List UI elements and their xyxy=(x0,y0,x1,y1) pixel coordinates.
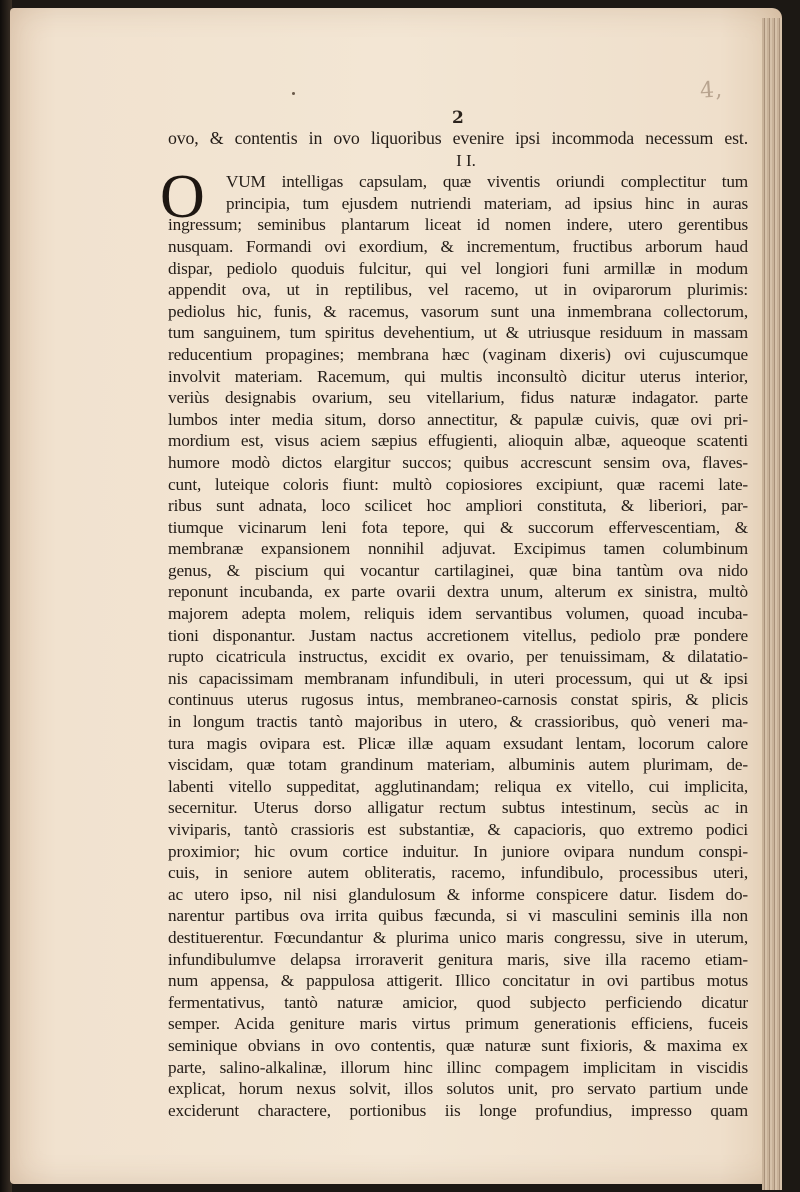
text-line: nusquam. Formandi ovi exordium, & incrementum, fructibus arborum haud xyxy=(168,236,748,256)
text-line: cunt, luteique coloris fiunt: multò copiosiores excipiunt, quæ racemi late- xyxy=(168,474,748,494)
continuation-heading: ovo, & contentis in ovo liquoribus evenire ipsi incommoda necessum est. xyxy=(168,128,748,148)
text-line: humore modò dictos elargitur succos; quibus accrescunt sensim ova, flaves- xyxy=(168,452,748,472)
text-line: narentur partibus ova irrita quibus fæcunda, si vi masculini seminis illa non xyxy=(168,906,748,926)
text-line: tioni disponantur. Justam nactus accretionem vitellus, pediolo præ pondere xyxy=(168,625,748,645)
ink-speck xyxy=(292,92,295,95)
text-line: fermentativus, tantò naturæ amicior, quod subjecto perficiendo dicatur xyxy=(168,992,748,1012)
text-line: pediolus hic, funis, & racemus, vasorum sunt una inmembrana collectorum, xyxy=(168,301,748,321)
text-line: continuus uterus rugosus intus, membraneo-carnosis constat spiris, & plicis xyxy=(168,690,748,710)
text-line: num appensa, & pappulosa attigerit. Illico concitatur in ovi partibus motus xyxy=(168,971,748,991)
text-line: nis capacissimam membranam infundibuli, in uteri processum, qui ut & ipsi xyxy=(168,668,748,688)
section-number: I I. xyxy=(456,150,476,170)
text-line: tiumque vicinarum leni fota tepore, qui & succorum effervescentiam, & xyxy=(168,517,748,537)
text-line: ribus sunt adnata, loco scilicet hoc ampliori constituta, & liberiori, par- xyxy=(168,496,748,516)
text-lines xyxy=(168,171,748,1121)
text-line: veriùs designabis ovarium, seu vitellarium, fidus naturæ indagator. parte xyxy=(168,388,748,408)
page-number: 2 xyxy=(452,108,464,128)
text-line: infundibulumve delapsa irroraverit genitura maris, sive illa racemo etiam- xyxy=(168,949,748,969)
text-line: VUM intelligas capsulam, quæ viventis oriundi complectitur tum xyxy=(226,172,748,192)
text-line: semper. Acida geniture maris virtus primum generationis efficiens, fuceis xyxy=(168,1014,748,1034)
drop-capital: O xyxy=(160,163,205,231)
text-line: seminique obvians in ovo contentis, quæ naturæ sunt fixioris, & maxima ex xyxy=(168,1035,748,1055)
text-line: secernitur. Uterus dorso alligatur rectum subtus intestinum, secùs ac in xyxy=(168,798,748,818)
text-line: ac utero ipso, nil nisi glandulosum & informe conspicere datur. Iisdem do- xyxy=(168,884,748,904)
text-line: involvit materiam. Racemum, qui multis inconsultò dicitur uterus interior, xyxy=(168,366,748,386)
text-line: reponunt incubanda, ex parte ovarii dextra unum, alterum ex sinistra, multò xyxy=(168,582,748,602)
text-line: labenti vitello suppeditat, agglutinandam; reliqua ex vitello, cui implicita, xyxy=(168,776,748,796)
text-line: principia, tum ejusdem nutriendi materiam, ad ipsius hinc in auras xyxy=(226,193,748,213)
margin-pencil-note: 4, xyxy=(699,77,724,104)
text-line: appendit ova, ut in reptilibus, vel racemo, ut in oviparorum plurimis: xyxy=(168,280,748,300)
text-line: tura magis ovipara est. Plicæ illæ aquam exsudant lentam, locorum calore xyxy=(168,733,748,753)
text-line: exciderunt charactere, portionibus iis longe profundius, impresso quam xyxy=(168,1100,748,1120)
text-line: destituerentur. Fœcundantur & plurima unico maris congressu, sive in uterum, xyxy=(168,927,748,947)
text-line: ingressum; seminibus plantarum liceat id nomen indere, utero gerentibus xyxy=(168,215,748,235)
text-line: rupto cicatricula instructus, excidit ex ovario, per tenuissimam, & dilatatio- xyxy=(168,647,748,667)
text-line: parte, salino-alkalinæ, illorum hinc illinc compagem implicitam in viscidis xyxy=(168,1057,748,1077)
text-line: dispar, pediolo quoduis fulcitur, qui vel longiori funi armillæ in modum xyxy=(168,258,748,278)
text-line: reducentium propagines; membrana hæc (vaginam dixeris) ovi cujuscumque xyxy=(168,344,748,364)
body-text xyxy=(160,128,748,1121)
text-line: viviparis, tantò crassioris est substantiæ, & capacioris, quo extremo podici xyxy=(168,820,748,839)
text-line: cuis, in seniore autem obliteratis, racemo, infundibulo, processibus uteri, xyxy=(168,863,748,883)
text-line: proximior; hic ovum cortice induitur. In juniore ovipara nundum conspi- xyxy=(168,841,748,861)
page-edges xyxy=(762,18,782,1190)
text-line: lumbos inter media situm, dorso annectitur, & papulæ cuivis, quæ ovi pri- xyxy=(168,409,748,429)
text-line: membranæ expansionem nonnihil adjuvat. Excipimus tamen columbinum xyxy=(168,539,748,559)
text-line: explicat, horum nexus solvit, illos solutos unit, pro servato partium unde xyxy=(168,1079,748,1099)
text-line: mordium est, visus aciem sæpius effugienti, alioquin albæ, aqueoque scatenti xyxy=(168,431,748,451)
text-line: viscidam, quæ totam grandinum materiam, albuminis autem plurimam, de- xyxy=(168,755,748,775)
text-line: in longum tractis tantò majoribus in utero, & crassioribus, quò veneri ma- xyxy=(168,712,748,732)
text-line: tum sanguinem, tum spiritus devehentium, ut & utriusque residuum in massam xyxy=(168,323,748,343)
text-line: majorem adepta molem, reliquis idem servantibus volumen, quoad incuba- xyxy=(168,604,748,624)
text-line: genus, & piscium qui vocantur cartilaginei, quæ bina tantùm ova nido xyxy=(168,560,748,580)
